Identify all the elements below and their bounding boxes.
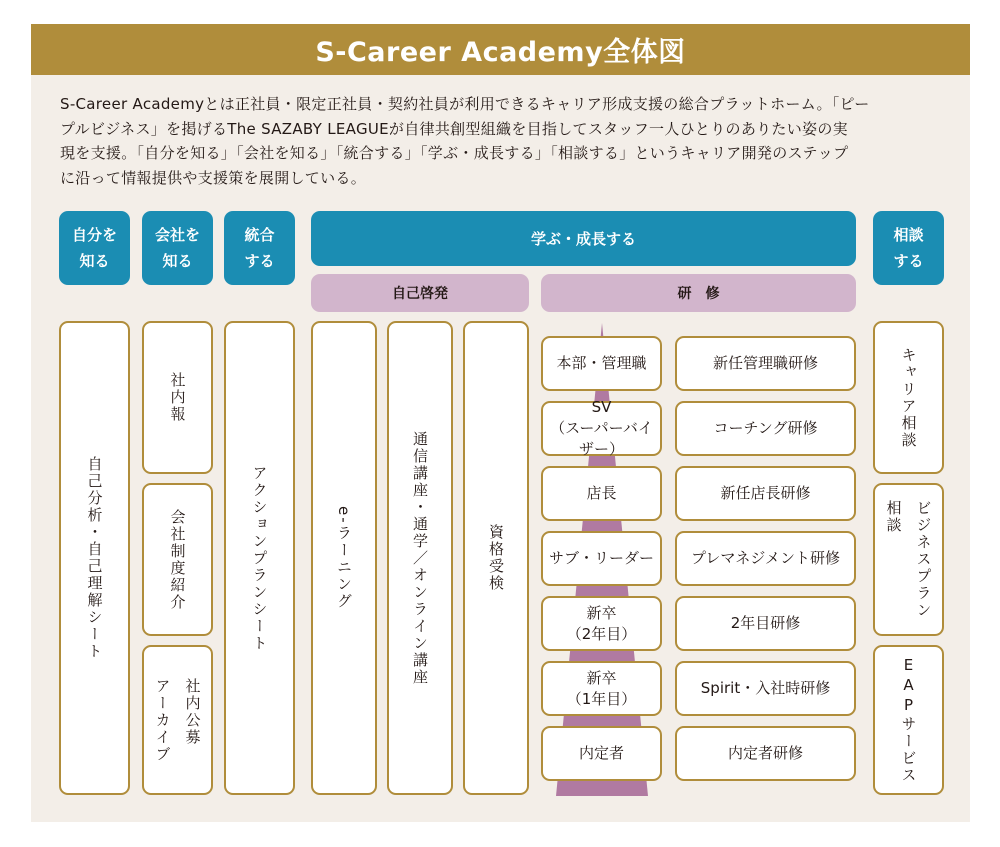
item-eap-service [873,645,944,795]
item-label: EAPサービス [899,656,918,784]
level-new-grad-2nd-year [541,596,662,651]
item-label: 資格受検 [487,524,505,592]
item-label: 相談 [884,500,903,534]
description-line: 現を支援。「自分を知る」「会社を知る」「統合する」「学ぶ・成長する」「相談する」というキャリア開発のステップ [60,144,849,162]
header-line: 統合 [244,226,275,244]
level-label: SV [591,398,612,416]
item-qualification-exams [463,321,529,795]
header-line: 知る [79,252,110,270]
level-label: 新卒 [586,668,617,687]
header-line: 知る [162,252,193,270]
item-label: ビジネスプラン [914,500,933,619]
item-career-consultation [873,321,944,474]
header-learn-grow: 学ぶ・成長する [311,211,856,266]
program-spirit-onboarding-training: Spirit・入社時研修 [675,661,856,716]
header-know-company [142,211,213,285]
item-label: e-ラーニング [335,506,353,610]
level-sublabel: （2年目） [566,624,637,643]
item-business-plan-consultation [873,483,944,636]
header-integrate [224,211,295,285]
level-supervisor [541,398,662,458]
item-company-newsletter [142,321,213,474]
item-label: 社内公募 [183,677,202,746]
item-correspondence-courses [387,321,453,795]
header-line: 相談 [893,226,924,244]
description-line: に沿って情報提供や支援策を展開している。 [60,168,367,187]
level-store-manager [541,466,662,521]
level-new-grad-1st-year [541,661,662,716]
level-label: 内定者 [578,744,624,762]
header-line: 自分を [71,226,117,244]
description-line: プルビジネス」を掲げるThe SAZABY LEAGUEが自律共創型組織を目指してスタッフ一人ひとりのありたい姿の実 [60,119,848,138]
page-title: S-Career Academy全体図 [31,24,970,75]
item-self-analysis-sheet [59,321,130,795]
header-line: する [893,252,924,270]
level-label: サブ・リーダー [548,549,654,567]
item-label: 会社制度紹介 [168,508,187,611]
program-coaching-training: コーチング研修 [675,401,856,456]
subheader-training: 研 修 [541,274,856,312]
item-label: アクションプランシート [250,464,269,652]
item-label: 自己分析・自己理解シート [85,456,104,660]
program-new-store-manager-training: 新任店長研修 [675,466,856,521]
item-internal-recruitment-archive [142,645,213,795]
level-hq-management [541,336,662,391]
level-label: 店長 [586,484,617,502]
item-action-plan-sheet [224,321,295,795]
item-label: 通信講座・通学／オンライン講座 [411,430,429,686]
program-2nd-year-training: 2年目研修 [675,596,856,651]
program-pre-management-training: プレマネジメント研修 [675,531,856,586]
program-new-manager-training: 新任管理職研修 [675,336,856,391]
level-label: 本部・管理職 [556,354,647,372]
subheader-self-development: 自己啓発 [311,274,529,312]
level-label: 新卒 [586,603,617,622]
item-label: 社内報 [168,372,187,423]
header-consult [873,211,944,285]
header-know-self [59,211,130,285]
level-prospective-hire [541,726,662,781]
item-label: アーカイブ [153,677,172,763]
item-e-learning [311,321,377,795]
description-line: S-Career Academyとは正社員・限定正社員・契約社員が利用できるキャリア形成支援の総合プラットホーム。「ピー [60,95,870,113]
item-company-system-intro [142,483,213,636]
level-sub-leader [541,531,662,586]
header-line: 会社を [154,226,200,244]
item-label: キャリア相談 [899,346,918,449]
level-sublabel: （1年目） [566,689,637,708]
level-sublabel: （スーパーバイザー） [550,419,653,458]
header-line: する [244,252,275,270]
program-prospective-hire-training: 内定者研修 [675,726,856,781]
